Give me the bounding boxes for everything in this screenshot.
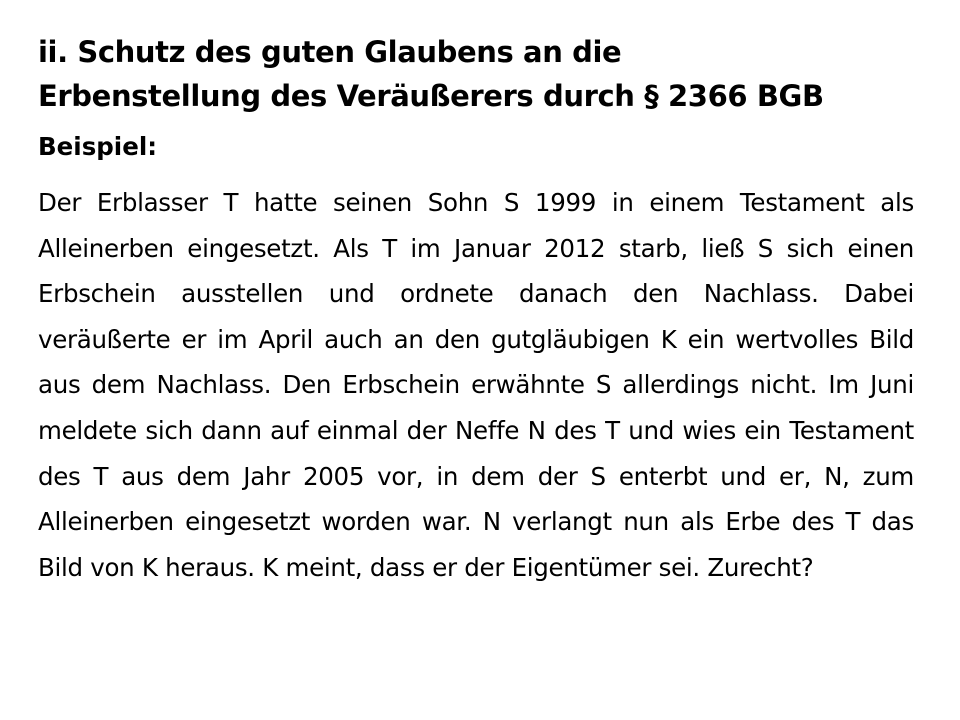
slide-title bbox=[38, 30, 914, 118]
example-body-text: Der Erblasser T hatte seinen Sohn S 1999 in einem Testament als Alleinerben eingesetzt. Als T im Januar 2012 starb, ließ S sich einen Erbschein ausstellen und ordnete danach den Nachlass. Dabei veräußerte er im April auch an den gutgläubigen K ein wertvolles Bild aus dem Nachlass. Den Erbschein erwähnte S allerdings nicht. Im Juni meldete sich dann auf einmal der Neffe N des T und wies ein Testament des T aus dem Jahr 2005 vor, in dem der S enterbt und er, N, zum Alleinerben eingesetzt worden war. N verlangt nun als Erbe des T das Bild von K heraus. K meint, dass er der Eigentümer sei. Zurecht? bbox=[38, 188, 914, 582]
slide-title-line-1: ii. Schutz des guten Glaubens an die bbox=[38, 35, 622, 69]
example-heading: Beispiel: bbox=[38, 132, 158, 161]
slide-title-line-2: Erbenstellung des Veräußerers durch § 2366 BGB bbox=[38, 79, 824, 113]
slide-content bbox=[38, 30, 914, 590]
